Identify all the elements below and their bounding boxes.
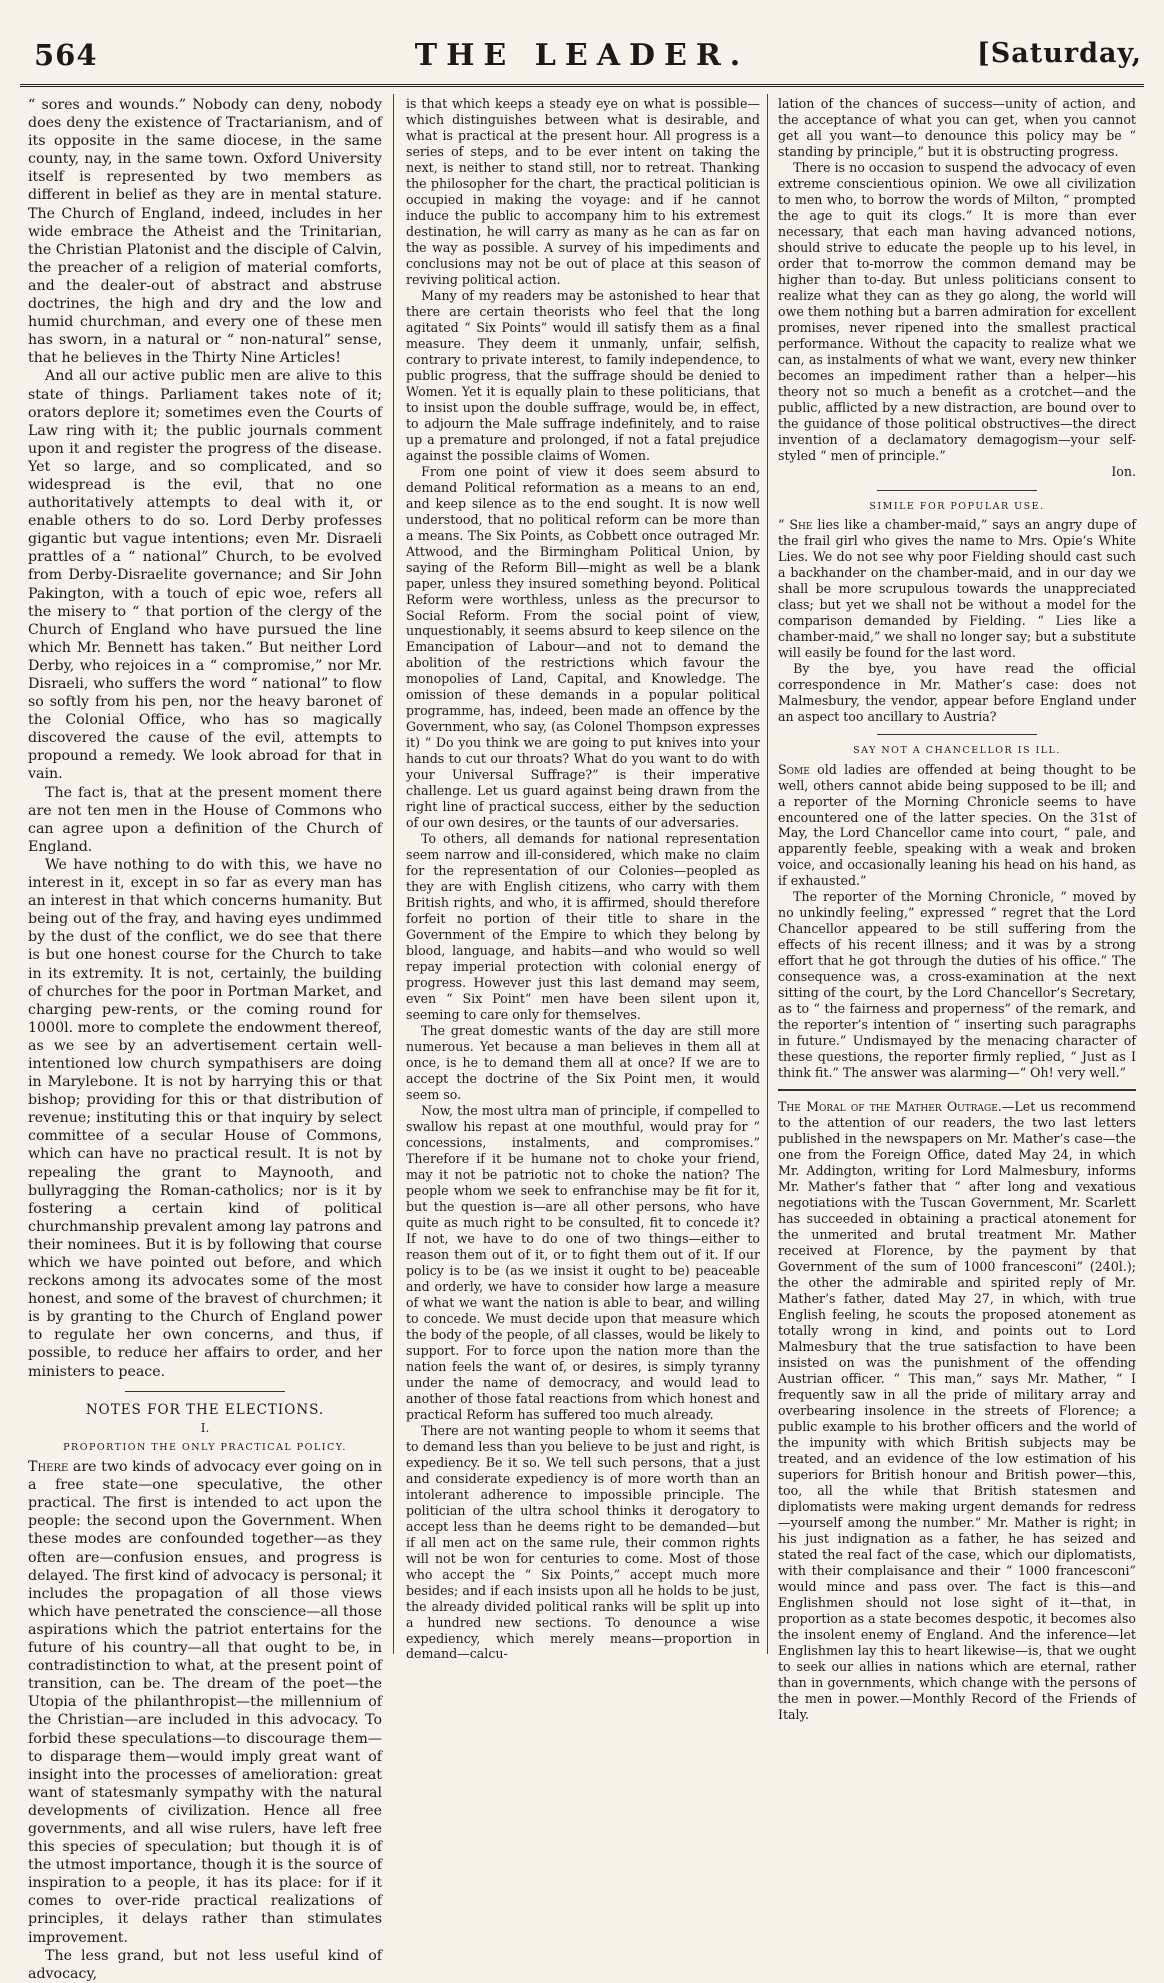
lead-title: The Moral of the Mather Outrage. — [778, 1099, 1002, 1115]
paragraph — [778, 1099, 1136, 1722]
paragraph: is that which keeps a steady eye on what is possible—which distinguishes between what is desirable, and what is practical at the present hour. All progress is a series of steps, and to be ever intent on taking the next, is neither to stand still, nor to retreat. Thanking the philosopher for the chart, the practical politician is occupied in making the voyage: and if he cannot induce the public to accompany him to his extremest destination, he will carry as many as he can as far on the way as possible. A survey of his impediments and conclusions may not be out of place at this season of reviving political action. — [406, 96, 760, 287]
subheading: SAY NOT A CHANCELLOR IS ILL. — [853, 745, 1061, 757]
signature: Ion. — [1111, 463, 1136, 479]
subheading: SIMILE FOR POPULAR USE. — [869, 500, 1045, 512]
column-divider-2 — [767, 94, 768, 1654]
paragraph — [778, 517, 1136, 661]
lead-word: There — [28, 1459, 69, 1476]
column-1 — [28, 96, 382, 1982]
paragraph-body: old ladies are offended at being thought to be well, others cannot abide being supposed to be ill; and a reporter of the Morning Chronicle seems to have encountered one of the latter species. On the 31st of May, the Lord Chancellor came into court, “ pale, and apparently feeble, speaking with a weak and broken voice, and occasionally leaning his head on his hand, as if exhausted.” — [778, 761, 1136, 889]
lead-word: “ She — [778, 516, 813, 532]
paragraph: To others, all demands for national representation seem narrow and ill-considered, which make no claim for the representation of our Colonies—peopled as they are with English citizens, who carry with them British rights, and who, it is affirmed, should therefore forfeit no portion of their title to share in the Government of the Empire to which they belong by blood, language, and habits—and who would so well repay imperial protection with colonial energy of progress. However just this last demand may seem, even “ Six Point” men have been silent upon it, seeming to care only for themselves. — [406, 831, 760, 1023]
paragraph — [778, 762, 1136, 890]
section-divider — [778, 1089, 1136, 1091]
paragraph: The fact is, that at the present moment there are not ten men in the House of Commons who can agree upon a definition of the Church of England. — [28, 784, 382, 855]
paragraph-body: are two kinds of advocacy ever going on in a free state—one speculative, the other practical. The first is intended to act upon the people: the second upon the Government. When these modes are confounded together—as they often are—confusion ensues, and progress is delayed. The first kind of advocacy is personal; it includes the propagation of all those views which have penetrated the conscience—all those aspirations which the patriot entertains for the future of his country—all that ought to be, in contradistinction to what, at the present point of transition, can be. The dream of the poet—the Utopia of the philanthropist—the millennium of the Christian—are included in this advocacy. To forbid these speculations—to discourage them—to disparage them—would imply great want of insight into the processes of amelioration: great want of statesmanly sympathy with the natural developments of civilization. Hence all free governments, and all wise rulers, have left free this species of speculation; but though it is of the utmost importance, though it is the source of inspiration to a people, it has its place: for if it comes to over-ride practical realizations of principles, it delays rather than stimulates improvement. — [28, 1459, 382, 1946]
paragraph: By the bye, you have read the official correspondence in Mr. Mather’s case: does not Malmesbury, the vendor, appear before England under an aspect too ancillary to Austria? — [778, 660, 1136, 724]
paragraph-body: lies like a chamber-maid,” says an angry dupe of the frail girl who gives the name to Mrs. Opie’s White Lies. We do not see why poor Fielding should cast such a backhander on the chamber-maid, and in our day we shall be more scrupulous towards the unappreciated class; but yet we shall not be without a model for the comparison demanded by Fielding. “ Lies like a chamber-maid,” we shall no longer say; but a substitute will easily be found for the last word. — [778, 516, 1136, 660]
paragraph: lation of the chances of success—unity of action, and the acceptance of what you can get, when you cannot get all you want—to denounce this policy may be “ standing by principle,” but it is obstructing progress. — [778, 96, 1136, 159]
paragraph: We have nothing to do with this, we have no interest in it, except in so far as every man has an interest in that which concerns humanity. But being out of the fray, and having eyes undimmed by the dust of the conflict, we do see that there is but one honest course for the Church to take in its extremity. It is not, certainly, the building of churches for the poor in Portman Market, and charging pew-rents, or the coming round for 1000l. more to complete the endowment thereof, as we see by an advertisement certain well-intentioned low church sympathisers are doing in Marylebone. It is not by harrying this or that bishop; providing for this or that distribution of revenue; instituting this or that inquiry by select committee of a secular House of Commons, which can have no practical result. It is not by repealing the grant to Maynooth, and bullyragging the Roman-catholics; nor is it by fostering a certain kind of political churchmanship prevalent among lay patrons and their nominees. But it is by following that course which we have pointed out before, and which reckons among its advocates some of the most honest, and some of the bravest of churchmen; it is by granting to the Church of England power to regulate her own concerns, and thus, if possible, to reduce her affairs to order, and her ministers to peace. — [28, 856, 382, 1380]
paragraph: Now, the most ultra man of principle, if compelled to swallow his repast at one mouthful, would pray for “ concessions, instalments, and compromises.” Therefore if it be humane not to choke your friend, may it not be patriotic not to choke the nation? The people whom we seek to enfranchise may be fit for it, but the question is—are all other persons, who have quite as much right to be consulted, fit to concede it? If not, we have to do one of two things—either to reason them out of it, or to fight them out of it. If our policy is to be (as we insist it ought to be) peaceable and orderly, we have to consider how large a measure of what we want the nation is able to bear, and willing to concede. We must decide upon that measure which the body of the people, of all classes, would be likely to support. For to force upon the nation more than the nation feels the want of, or desires, is simply tyranny under the name of democracy, and would lead to another of those fatal reactions from which honest and practical Reform has suffered too much already. — [406, 1103, 760, 1422]
column-divider-1 — [393, 94, 394, 1654]
subheading: PROPORTION THE ONLY PRACTICAL POLICY. — [63, 1442, 347, 1454]
page-number: 564 — [34, 38, 98, 72]
paragraph: The less grand, but not less useful kind of advocacy, — [28, 1947, 382, 1982]
lead-word: Some — [778, 761, 810, 777]
section-numeral: I. — [200, 1420, 210, 1435]
paragraph: There is no occasion to suspend the advocacy of even extreme conscientious opinion. We owe all civilization to men who, to borrow the words of Milton, “ prompted the age to quit its clogs.” It is more than ever necessary, that each man having advanced notions, should strive to educate the people up to his level, in order that to-morrow the common demand may be higher than to-day. But unless politicians consent to realize what they can as they go along, the world will owe them nothing but a barren admiration for excellent promises, never ripened into the smallest practical performance. Without the capacity to realize what we can, as instalments of what we want, every new thinker becomes an impediment rather than a helper—his theory not so much a benefit as a crotchet—and the public, afflicted by a new distraction, are bound over to the guidance of those political obstructives—the direct invention of a declamatory demagogism—your self-styled “ men of principle.” — [778, 159, 1136, 463]
section-title: NOTES FOR THE ELECTIONS. — [85, 1401, 325, 1418]
paragraph: “ sores and wounds.” Nobody can deny, nobody does deny the existence of Tractarianism, and of its opposite in the same diocese, in the same county, nay, in the same town. Oxford University itself is represented by two members as different in belief as they are in mental stature. The Church of England, indeed, includes in her wide embrace the Atheist and the Trinitarian, the Christian Platonist and the disciple of Calvin, the preacher of a religion of material comforts, and the dealer-out of abstract and abstruse doctrines, the high and dry and the low and humid churchman, and every one of these men has sworn, in a natural or “ non-natural” sense, that he believes in the Thirty Nine Articles! — [28, 97, 382, 367]
paragraph: There are not wanting people to whom it seems that to demand less than you believe to be just and right, is expediency. Be it so. We tell such persons, that a just and considerate expediency is of more worth than an intolerant adherence to impossible principle. The politician of the ultra school thinks it derogatory to accept less than he deems right to be demanded—but if all men act on the same rule, their common rights will not be won for centuries to come. Most of those who accept the “ Six Points,” accept much more besides; and if each insists upon all he holds to be just, the already divided political ranks will be split up into a hundred new sections. To denounce a wise expediency, which merely means—proportion in demand—calcu- — [406, 1422, 760, 1662]
section-divider — [125, 1391, 285, 1392]
paragraph: The reporter of the Morning Chronicle, “ moved by no unkindly feeling,” expressed “ regret that the Lord Chancellor appeared to be still suffering from the effects of his recent illness; and it was by a strong effort that he got through the duties of his office.” The consequence was, a cross-examination at the next sitting of the court, by the Lord Chancellor’s Secretary, as to “ the fairness and properness” of the remark, and the reporter’s intention of “ inserting such paragraphs in future.” Undismayed by the menacing character of these questions, the reporter firmly replied, “ Just as I think fit.” The answer was alarming—“ Oh! very well.” — [778, 889, 1136, 1081]
paragraph: And all our active public men are alive to this state of things. Parliament takes note of it; orators deplore it; sometimes even the Courts of Law ring with it; the public journals comment upon it and register the progress of the disease. Yet so large, and so complicated, and so widespread is the evil, that no one authoritatively attempts to deal with it, or enable others to do so. Lord Derby professes gigantic but vague intentions; even Mr. Disraeli prattles of a “ national” Church, to be evolved from Derby-Disraelite governance; and Sir John Pakington, with a touch of epic woe, refers all the misery to “ that portion of the clergy of the Church of England who have pursued the line which Mr. Bennett has taken.” But neither Lord Derby, who rejoices in a “ compromise,” nor Mr. Disraeli, who suffers the word “ national” to flow so softly from his pen, nor the heavy baronet of the Colonial Office, who has so magically discovered the cause of the evil, attempts to propound a remedy. We look abroad for that in vain. — [28, 368, 382, 783]
paragraph: The great domestic wants of the day are still more numerous. Yet because a man believes in them all at once, is he to demand them all at once? If we are to accept the doctrine of the Six Point men, it would seem so. — [406, 1023, 760, 1103]
newspaper-title: THE LEADER. — [414, 38, 750, 73]
paragraph-body: —Let us recommend to the attention of our readers, the two last letters published in the newspapers on Mr. Mather’s case—the one from the Foreign Office, dated May 24, in which Mr. Addington, writing for Lord Malmesbury, informs Mr. Mather’s father that “ after long and vexatious negotiations with the Tuscan Government, Mr. Scarlett has succeeded in obtaining a practical atonement for the unmerited and brutal treatment Mr. Mather received at Florence, by the payment by that Government of the sum of 1000 francesconi” (240l.); the other the admirable and spirited reply of Mr. Mather’s father, dated May 27, in which, with true English feeling, he scouts the proposed atonement as totally wrong in kind, and points out to Lord Malmesbury that the true satisfaction to have been insisted on was the punishment of the offending Austrian officer. “ This man,” says Mr. Mather, “ I frequently saw in all the pride of military array and overbearing insolence in the streets of Florence; a public example to his brother officers and the world of the impunity with which British subjects may be treated, and an evidence of the low estimation of his superiors for British honour and British power—this, too, all the while that British statesmen and diplomatists were making urgent demands for redress—yourself among the number.” Mr. Mather is right; in his just indignation as a father, he has seized and stated the real fact of the case, which our diplomatists, with their complaisance and their “ 1000 francesconi” would mince and pass over. The fact is this—and Englishmen should not lose sight of it—that, in proportion as a state becomes despotic, it becomes also the insolent enemy of England. And the inference—let Englishmen lay this to heart likewise—is, that we ought to seek our allies in nations which are eternal, rather than in governments, which change with the persons of the men in power.—Monthly Record of the Friends of Italy. — [778, 1099, 1136, 1722]
section-divider — [877, 490, 1037, 491]
paragraph: Many of my readers may be astonished to hear that there are certain theorists who feel that the long agitated “ Six Points” would ill satisfy them as a final measure. They deem it unmanly, unfair, selfish, contrary to private interest, to family independence, to public progress, that the suffrage should be denied to Women. Yet it is equally plain to these politicians, that to insist upon the double suffrage, would be, in effect, to adjourn the Male suffrage indefinitely, and to raise up a premature and prolonged, if not a fatal prejudice against the possible claims of Women. — [406, 287, 760, 463]
masthead — [20, 38, 1144, 87]
column-2 — [406, 96, 760, 1662]
paragraph: From one point of view it does seem absurd to demand Political reformation as a means to an end, and keep silence as to the end sought. It is now well understood, that no political reform can be more than a means. The Six Points, as Cobbett once outraged Mr. Attwood, and the Birmingham Political Union, by saying of the Reform Bill—might as well be a blank paper, unless they insured something beyond. Political Reform were worthless, unless as the precursor to Social Reform. From the social point of view, unquestionably, it seems absurd to keep silence on the Emancipation of Labour—and not to demand the abolition of the restrictions which favour the monopolies of Land, Capital, and Knowledge. The omission of these demands in a popular political programme, has, indeed, been made an offence by the Government, who say, (as Colonel Thompson expresses it) “ Do you think we are going to put knives into your hands to cut our throats? What do you want to do with your Universal Suffrage?” is their imperative challenge. Let us guard against being drawn from the right line of practical success, either by the seduction of our own desires, or the taunts of our adversaries. — [406, 463, 760, 831]
paragraph — [28, 1458, 382, 1947]
issue-day: [Saturday, — [977, 38, 1142, 69]
section-divider — [877, 734, 1037, 735]
column-3 — [778, 96, 1136, 1722]
